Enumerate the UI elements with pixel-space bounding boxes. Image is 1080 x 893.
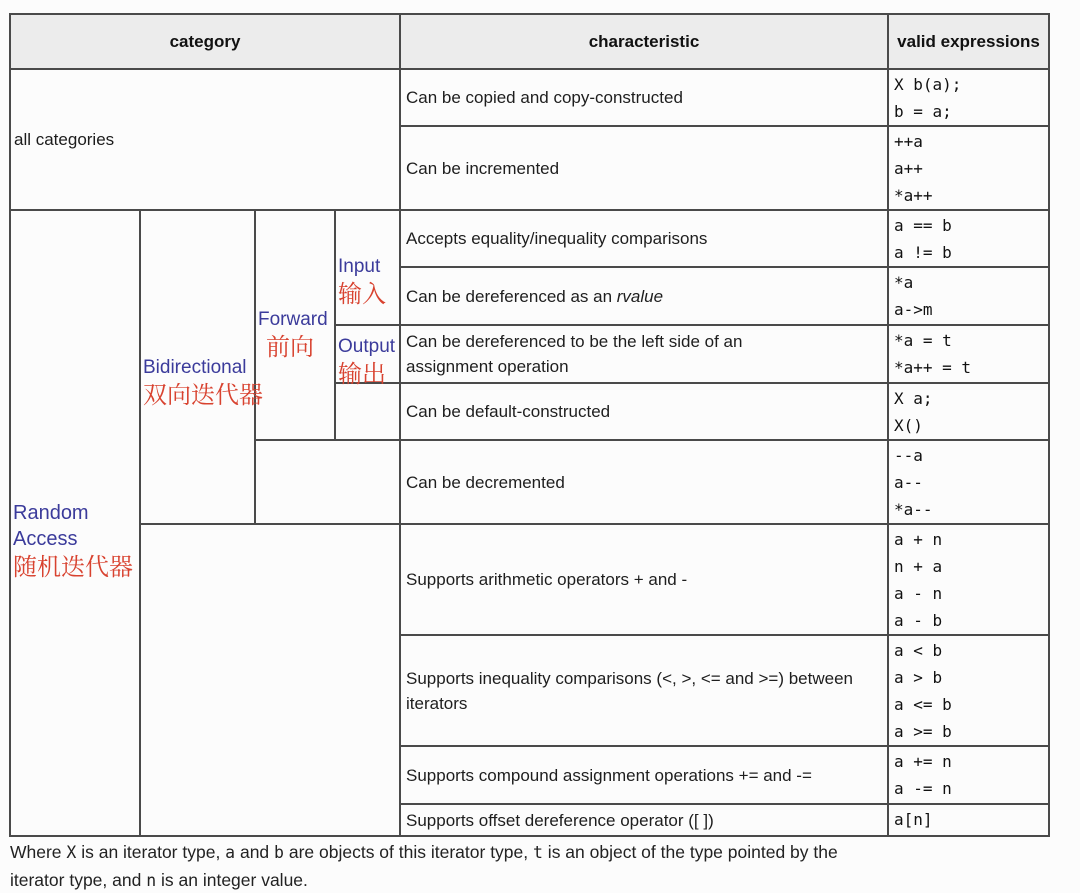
expressions-lvalue-assignment: *a = t *a++ = t — [888, 325, 1049, 383]
footnote-line-2: iterator type, and n is an integer value. — [10, 869, 308, 890]
bidirectional-link[interactable]: Bidirectional — [143, 357, 247, 378]
table-row — [10, 69, 1049, 126]
cell-input — [335, 210, 400, 325]
random-access-annotation: 随机迭代器 — [13, 553, 133, 581]
expressions-incremented: ++a a++ *a++ — [888, 126, 1049, 210]
expressions-copied: X b(a); b = a; — [888, 69, 1049, 126]
characteristic-rvalue: Can be dereferenced as an rvalue — [400, 267, 888, 325]
cell-output — [335, 325, 400, 388]
expressions-compound-assignment: a += n a -= n — [888, 746, 1049, 804]
characteristic-lvalue-assignment: Can be dereferenced to be the left side of an assignment operation — [400, 325, 888, 383]
header-valid-expressions: valid expressions — [888, 14, 1049, 69]
cell-forward — [255, 210, 335, 440]
expressions-inequality-comparisons: a < b a > b a <= b a >= b — [888, 635, 1049, 746]
expressions-default-constructed: X a; X() — [888, 383, 1049, 440]
characteristic-decremented: Can be decremented — [400, 440, 888, 524]
characteristic-inequality-comparisons: Supports inequality comparisons (<, >, <= and >=) between iterators — [400, 635, 888, 746]
characteristic-arithmetic: Supports arithmetic operators + and - — [400, 524, 888, 635]
footnote-line-1: Where X is an iterator type, a and b are objects of this iterator type, t is an object of the type pointed by the — [10, 842, 838, 862]
expressions-arithmetic: a + n n + a a - n a - b — [888, 524, 1049, 635]
header-category: category — [10, 14, 400, 69]
cell-empty-io — [335, 383, 400, 440]
input-annotation: 输入 — [338, 280, 386, 308]
cell-all-categories: all categories — [10, 69, 400, 210]
characteristic-equality: Accepts equality/inequality comparisons — [400, 210, 888, 267]
output-link[interactable]: Output — [338, 336, 396, 357]
output-annotation: 输出 — [338, 361, 386, 388]
header-row — [10, 14, 1049, 69]
forward-link[interactable]: Forward — [258, 309, 328, 330]
cell-bidirectional — [140, 210, 263, 524]
expressions-equality: a == b a != b — [888, 210, 1049, 267]
cell-empty-forward-io — [255, 440, 400, 524]
random-access-link[interactable]: Random Access — [13, 501, 89, 550]
header-characteristic: characteristic — [400, 14, 888, 69]
characteristic-offset-dereference: Supports offset dereference operator ([ ]) — [400, 804, 888, 836]
input-link[interactable]: Input — [338, 255, 381, 277]
table-row — [10, 524, 1049, 635]
cell-random-access — [10, 210, 140, 836]
expressions-decremented: --a a-- *a-- — [888, 440, 1049, 524]
expressions-offset-dereference: a[n] — [888, 804, 1049, 836]
forward-annotation: 前向 — [266, 334, 314, 361]
characteristic-copied: Can be copied and copy-constructed — [400, 69, 888, 126]
characteristic-incremented: Can be incremented — [400, 126, 888, 210]
iterator-category-table — [9, 13, 1050, 837]
characteristic-compound-assignment: Supports compound assignment operations += and -= — [400, 746, 888, 804]
bidirectional-annotation: 双向迭代器 — [143, 382, 263, 409]
cell-empty-bidirectional-group — [140, 524, 400, 836]
characteristic-default-constructed: Can be default-constructed — [400, 383, 888, 440]
expressions-rvalue: *a a->m — [888, 267, 1049, 325]
table-row — [10, 210, 1049, 267]
footnote — [10, 839, 1030, 893]
